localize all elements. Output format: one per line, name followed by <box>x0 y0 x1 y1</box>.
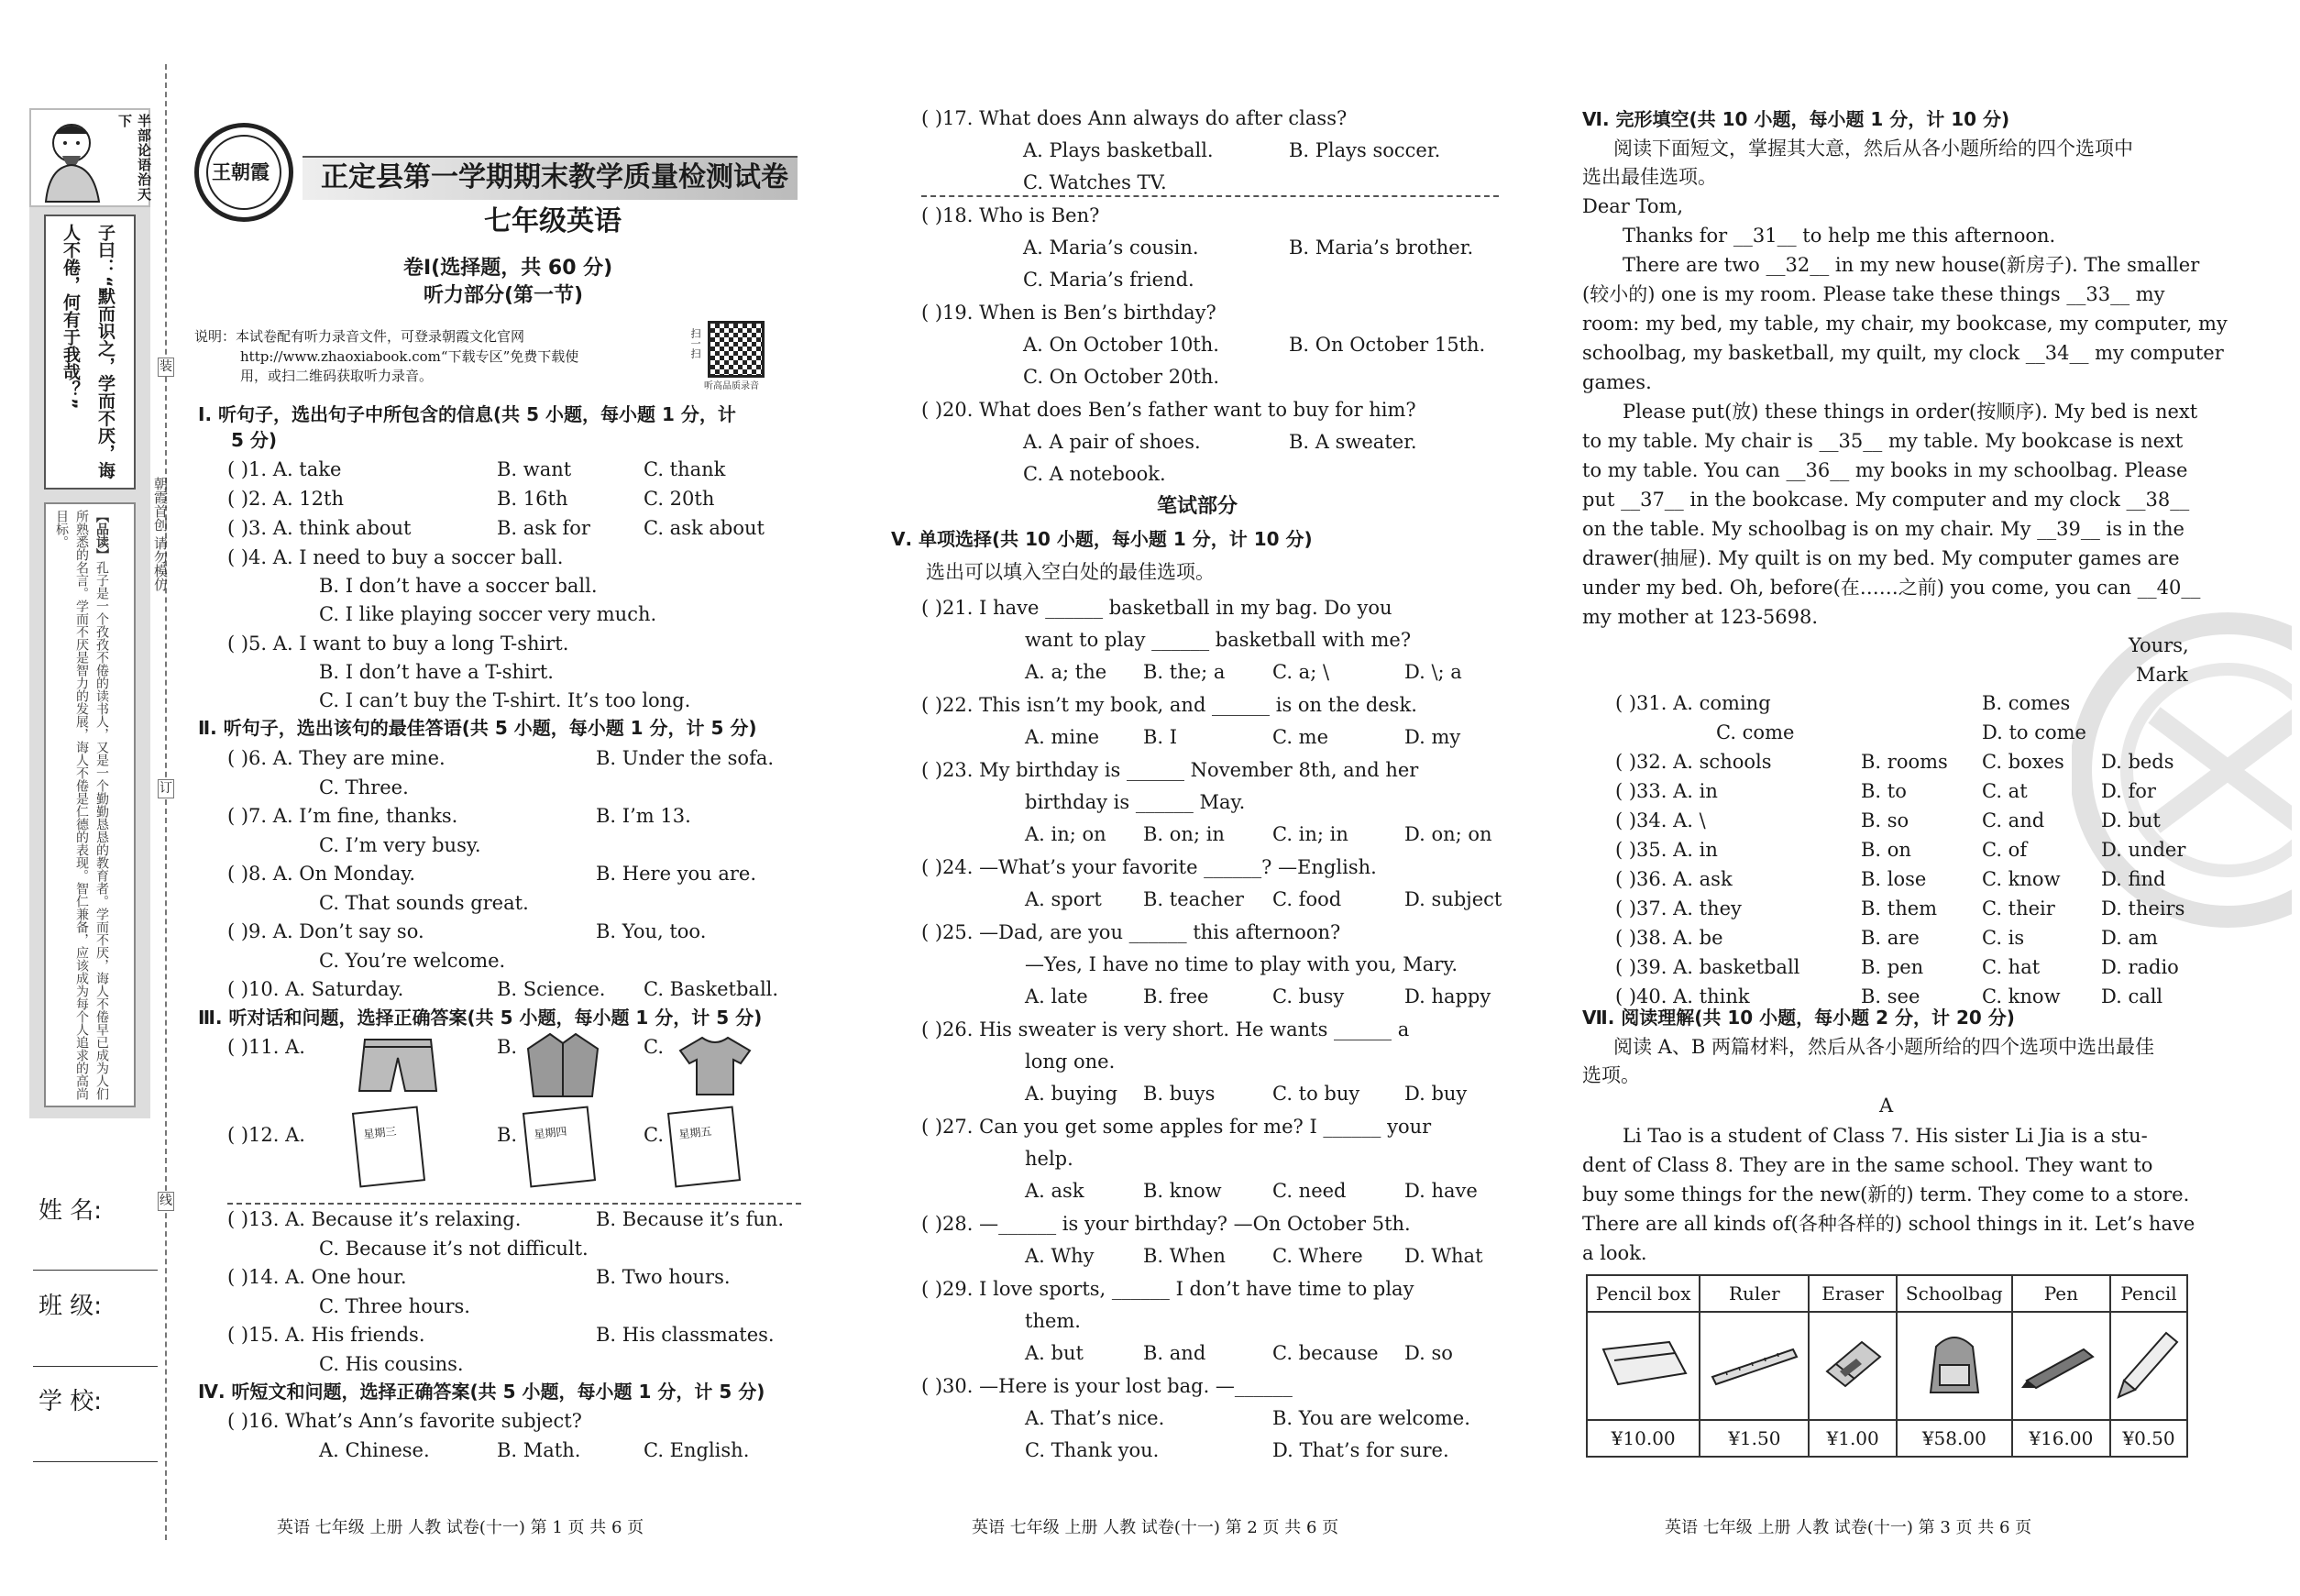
q16-b[interactable]: B. Math. <box>497 1439 581 1461</box>
calendar-c-label: 星期五 <box>677 1125 713 1141</box>
q13-c[interactable]: C. Because it’s not difficult. <box>319 1238 589 1260</box>
q9-b[interactable]: B. You, too. <box>596 920 707 942</box>
q15-a[interactable]: ( )15. A. His friends. <box>227 1324 425 1346</box>
q26-stem-cont: long one. <box>1025 1051 1116 1073</box>
q16-c[interactable]: C. English. <box>644 1439 750 1461</box>
q37-c[interactable]: C. their <box>1982 897 2055 919</box>
q6-c[interactable]: C. Three. <box>319 776 409 798</box>
q37-b[interactable]: B. them <box>1861 897 1938 919</box>
shorts-icon[interactable] <box>358 1034 438 1098</box>
letter-closing: Yours, <box>2129 634 2189 656</box>
calendar-a-label: 星期三 <box>362 1125 398 1141</box>
letter-line: under my bed. Oh, before(在……之前) you come, you can __40__ <box>1582 577 2201 599</box>
q16-stem[interactable]: ( )16. What’s Ann’s favorite subject? <box>227 1410 582 1432</box>
pen-icon <box>2019 1337 2102 1392</box>
table-head-schoolbag: Schoolbag <box>1897 1275 2012 1312</box>
passage-line: There are all kinds of(各种各样的) school things in it. Let’s have <box>1582 1213 2195 1235</box>
q39-a[interactable]: ( )39. A. basketball <box>1615 956 1800 978</box>
q8-b[interactable]: B. Here you are. <box>596 863 757 885</box>
q9-a[interactable]: ( )9. A. Don’t say so. <box>227 920 424 942</box>
q21-d[interactable]: D. \; a <box>1404 661 1462 683</box>
q14-c[interactable]: C. Three hours. <box>319 1295 470 1317</box>
section-7-heading: Ⅶ. 阅读理解(共 10 小题，每小题 2 分，计 20 分) <box>1582 1007 2015 1029</box>
q39-b[interactable]: B. pen <box>1861 956 1924 978</box>
calendar-b-label: 星期四 <box>533 1125 568 1141</box>
section-1-heading-cont: 5 分) <box>231 429 278 451</box>
q32-c[interactable]: C. boxes <box>1982 751 2064 773</box>
listening-title: 听力部分(第一节) <box>424 284 584 307</box>
q25-stem-cont: —Yes, I have no time to play with you, Mary. <box>1025 953 1458 975</box>
q5-a[interactable]: ( )5. A. I want to buy a long T-shirt. <box>227 633 569 655</box>
q25-d[interactable]: D. happy <box>1404 985 1491 1007</box>
q32-a[interactable]: ( )32. A. schools <box>1615 751 1772 773</box>
price-pencil-box: ¥10.00 <box>1587 1420 1700 1457</box>
calendar-a[interactable] <box>352 1106 425 1187</box>
q21-b[interactable]: B. the; a <box>1143 661 1226 683</box>
q4-b[interactable]: B. I don’t have a soccer ball. <box>319 575 598 597</box>
q1-b[interactable]: B. want <box>497 458 572 480</box>
q2-a[interactable]: ( )2. A. 12th <box>227 488 344 510</box>
pencil-box-cell <box>1587 1312 1700 1420</box>
q12-c[interactable]: C. <box>644 1124 664 1146</box>
q29-stem[interactable]: ( )29. I love sports, ______ I don’t have time to play <box>921 1278 1414 1300</box>
school-label: 学 校: <box>39 1388 103 1415</box>
q35-c[interactable]: C. of <box>1982 839 2028 861</box>
pindu-text <box>51 510 112 1104</box>
section-6-instruction: 阅读下面短文，掌握其大意，然后从各小题所给的四个选项中 <box>1613 138 2133 160</box>
q16-a[interactable]: A. Chinese. <box>319 1439 430 1461</box>
footer-page-1: 英语 七年级 上册 人教 试卷(十一) 第 1 页 共 6 页 <box>277 1518 644 1537</box>
q13-a[interactable]: ( )13. A. Because it’s relaxing. <box>227 1208 522 1230</box>
calendar-c[interactable] <box>667 1106 741 1187</box>
logo-text: 王朝霞 <box>212 160 270 183</box>
q3-b[interactable]: B. ask for <box>497 517 590 539</box>
q29-stem-cont: them. <box>1025 1310 1081 1332</box>
sideband-header <box>29 108 150 207</box>
eraser-icon <box>1816 1335 1889 1393</box>
q10-b[interactable]: B. Science. <box>497 978 606 1000</box>
q27-d[interactable]: D. have <box>1404 1180 1478 1202</box>
ruler-cell <box>1700 1312 1809 1420</box>
pencil-icon <box>2117 1329 2181 1399</box>
q8-a[interactable]: ( )8. A. On Monday. <box>227 863 416 885</box>
q40-b[interactable]: B. see <box>1861 985 1920 1007</box>
section-2-heading: Ⅱ. 听句子，选出该句的最佳答语(共 5 小题，每小题 1 分，计 5 分) <box>198 717 757 739</box>
letter-line: There are two __32__ in my new house(新房子). The smaller <box>1623 254 2200 276</box>
pindu-body: 孔子是一个孜孜不倦的读书人，又是一个勤勤恳恳的教育者。学而不厌，诲人不倦早已成为人们所熟悉的名言。学而不厌是智力的发展，诲人不倦是仁德的表现。智仁兼备，应该成为每个人追求的高尚目标。 <box>54 510 109 1100</box>
exam-title: 正定县第一学期期末教学质量检测试卷 <box>321 161 788 193</box>
q17-b[interactable]: B. Plays soccer. <box>1289 139 1441 161</box>
q1-c[interactable]: C. thank <box>644 458 726 480</box>
price-eraser: ¥1.00 <box>1809 1420 1897 1457</box>
q3-a[interactable]: ( )3. A. think about <box>227 517 412 539</box>
q24-c[interactable]: C. food <box>1272 888 1342 910</box>
q28-d[interactable]: D. What <box>1404 1245 1483 1267</box>
q30-c[interactable]: C. Thank you. <box>1025 1439 1160 1461</box>
letter-signature: Mark <box>2136 664 2188 686</box>
q25-a[interactable]: A. late <box>1025 985 1088 1007</box>
letter-line: drawer(抽屉). My quilt is on my bed. My computer games are <box>1582 547 2180 569</box>
q21-stem[interactable]: ( )21. I have ______ basketball in my bag. Do you <box>921 597 1392 619</box>
q11-b[interactable]: B. <box>497 1036 518 1058</box>
q31-c[interactable]: C. come <box>1716 721 1795 743</box>
eraser-cell <box>1809 1312 1897 1420</box>
price-pencil: ¥0.50 <box>2110 1420 2187 1457</box>
passage-a-title: A <box>1879 1095 1894 1117</box>
q17-c[interactable]: C. Watches TV. <box>1023 171 1167 193</box>
q25-c[interactable]: C. busy <box>1272 985 1345 1007</box>
q23-stem-cont: birthday is ______ May. <box>1025 791 1246 813</box>
q34-a[interactable]: ( )34. A. \ <box>1615 809 1706 831</box>
q34-c[interactable]: C. and <box>1982 809 2045 831</box>
q24-b[interactable]: B. teacher <box>1143 888 1244 910</box>
letter-line: on the table. My schoolbag is on my chair. My __39__ is in the <box>1582 518 2184 540</box>
qr-code[interactable] <box>708 321 765 378</box>
qr-caption: 听高品质录音 <box>704 381 759 391</box>
q27-stem[interactable]: ( )27. Can you get some apples for me? I ______ your <box>921 1116 1432 1138</box>
q5-b[interactable]: B. I don’t have a T-shirt. <box>319 661 554 683</box>
q23-d[interactable]: D. on; on <box>1404 823 1492 845</box>
q21-stem-cont: want to play ______ basketball with me? <box>1025 629 1412 651</box>
q38-d[interactable]: D. am <box>2101 927 2158 949</box>
q33-c[interactable]: C. at <box>1982 780 2028 802</box>
section-4-heading: Ⅳ. 听短文和问题，选择正确答案(共 5 小题，每小题 1 分，计 5 分) <box>198 1381 765 1403</box>
q39-c[interactable]: C. hat <box>1982 956 2041 978</box>
passage-line: Li Tao is a student of Class 7. His sister Li Jia is a stu- <box>1623 1125 2148 1147</box>
jacket-icon[interactable] <box>524 1030 601 1100</box>
q36-d[interactable]: D. find <box>2101 868 2166 890</box>
q20-stem[interactable]: ( )20. What does Ben’s father want to buy for him? <box>921 399 1416 421</box>
section-7-instruction: 阅读 A、B 两篇材料，然后从各小题所给的四个选项中选出最佳 <box>1613 1036 2154 1058</box>
cut-mark-2: 订 <box>158 779 174 798</box>
q29-a[interactable]: A. but <box>1025 1342 1084 1364</box>
passage-line: a look. <box>1582 1242 1647 1264</box>
q36-a[interactable]: ( )36. A. ask <box>1615 868 1733 890</box>
price-table <box>1586 1274 2188 1458</box>
q12-b[interactable]: B. <box>497 1124 518 1146</box>
note-line-3: 用，或扫二维码获取听力录音。 <box>240 368 434 384</box>
q7-b[interactable]: B. I’m 13. <box>596 805 691 827</box>
quote-text: 子曰：“默而识之，学而不厌，诲人不倦，何有于我哉？” <box>61 224 116 479</box>
school-field[interactable] <box>33 1461 158 1462</box>
q19-b[interactable]: B. On October 15th. <box>1289 334 1486 356</box>
letter-line: room: my bed, my table, my chair, my bookcase, my computer, my <box>1582 313 2228 335</box>
q24-stem[interactable]: ( )24. —What’s your favorite ______? —English. <box>921 856 1377 878</box>
q40-d[interactable]: D. call <box>2101 985 2163 1007</box>
q17-a[interactable]: A. Plays basketball. <box>1023 139 1214 161</box>
q38-a[interactable]: ( )38. A. be <box>1615 927 1723 949</box>
letter-line: my mother at 123-5698. <box>1582 606 1819 628</box>
q30-b[interactable]: B. You are welcome. <box>1272 1407 1470 1429</box>
q26-d[interactable]: D. buy <box>1404 1083 1468 1105</box>
written-part-title: 笔试部分 <box>1157 495 1238 518</box>
q7-a[interactable]: ( )7. A. I’m fine, thanks. <box>227 805 458 827</box>
q14-a[interactable]: ( )14. A. One hour. <box>227 1266 407 1288</box>
q33-b[interactable]: B. to <box>1861 780 1907 802</box>
passage-line: buy some things for the new(新的) term. They come to a store. <box>1582 1183 2190 1205</box>
q7-c[interactable]: C. I’m very busy. <box>319 834 481 856</box>
q29-d[interactable]: D. so <box>1404 1342 1453 1364</box>
q18-a[interactable]: A. Maria’s cousin. <box>1023 237 1199 259</box>
ruler-icon <box>1709 1337 1800 1392</box>
note-line-1: 说明：本试卷配有听力录音文件，可登录朝霞文化官网 <box>194 328 525 345</box>
class-label: 班 级: <box>39 1293 103 1320</box>
q19-stem[interactable]: ( )19. When is Ben’s birthday? <box>921 302 1216 324</box>
q4-c[interactable]: C. I like playing soccer very much. <box>319 603 657 625</box>
q22-c[interactable]: C. me <box>1272 726 1329 748</box>
cut-line <box>165 64 167 1540</box>
name-label: 姓 名: <box>39 1197 103 1225</box>
calendar-b[interactable] <box>523 1106 596 1187</box>
section-3-heading: Ⅲ. 听对话和问题，选择正确答案(共 5 小题，每小题 1 分，计 5 分) <box>198 1007 763 1029</box>
cut-mark-3: 线 <box>158 1192 174 1211</box>
q36-c[interactable]: C. know <box>1982 868 2061 890</box>
table-head-pen: Pen <box>2012 1275 2110 1312</box>
q15-c[interactable]: C. His cousins. <box>319 1353 464 1375</box>
qr-side-label: 扫一扫 <box>689 328 701 358</box>
section-6-instruction-cont: 选出最佳选项。 <box>1582 166 1717 188</box>
q18-b[interactable]: B. Maria’s brother. <box>1289 237 1474 259</box>
q27-b[interactable]: B. know <box>1143 1180 1222 1202</box>
table-head-eraser: Eraser <box>1809 1275 1897 1312</box>
q35-a[interactable]: ( )35. A. in <box>1615 839 1718 861</box>
schoolbag-cell <box>1897 1312 2012 1420</box>
divider-2 <box>921 195 1499 197</box>
class-field[interactable] <box>33 1366 158 1367</box>
price-schoolbag: ¥58.00 <box>1897 1420 2012 1457</box>
q21-c[interactable]: C. a; \ <box>1272 661 1330 683</box>
q26-stem[interactable]: ( )26. His sweater is very short. He wants ______ a <box>921 1018 1410 1040</box>
q22-a[interactable]: A. mine <box>1025 726 1100 748</box>
q6-b[interactable]: B. Under the sofa. <box>596 747 775 769</box>
q10-c[interactable]: C. Basketball. <box>644 978 779 1000</box>
q9-c[interactable]: C. You’re welcome. <box>319 950 506 972</box>
q37-a[interactable]: ( )37. A. they <box>1615 897 1742 919</box>
q27-a[interactable]: A. ask <box>1025 1180 1084 1202</box>
pindu-title: 【品读】 <box>94 510 109 561</box>
q11-a[interactable]: ( )11. A. <box>227 1036 305 1058</box>
q4-a[interactable]: ( )4. A. I need to buy a soccer ball. <box>227 546 564 568</box>
q37-d[interactable]: D. theirs <box>2101 897 2185 919</box>
logo-badge <box>194 123 293 222</box>
footer-page-2: 英语 七年级 上册 人教 试卷(十一) 第 2 页 共 6 页 <box>972 1518 1339 1537</box>
q23-c[interactable]: C. in; in <box>1272 823 1348 845</box>
q40-a[interactable]: ( )40. A. think <box>1615 985 1750 1007</box>
q8-c[interactable]: C. That sounds great. <box>319 892 529 914</box>
section-5-heading: Ⅴ. 单项选择(共 10 小题，每小题 1 分，计 10 分) <box>891 528 1313 550</box>
fold-text: 朝霞首创 请勿模仿 <box>152 477 169 591</box>
letter-line: put __37__ in the bookcase. My computer and my clock __38__ <box>1582 489 2190 511</box>
q33-d[interactable]: D. for <box>2101 780 2156 802</box>
q5-c[interactable]: C. I can’t buy the T-shirt. It’s too long. <box>319 689 691 711</box>
passage-line: dent of Class 8. They are in the same school. They want to <box>1582 1154 2153 1176</box>
table-head-pencil: Pencil <box>2110 1275 2187 1312</box>
footer-page-3: 英语 七年级 上册 人教 试卷(十一) 第 3 页 共 6 页 <box>1665 1518 2032 1537</box>
q34-d[interactable]: D. but <box>2101 809 2161 831</box>
q19-c[interactable]: C. On October 20th. <box>1023 366 1220 388</box>
q30-a[interactable]: A. That’s nice. <box>1025 1407 1165 1429</box>
q28-stem[interactable]: ( )28. —______ is your birthday? —On October 5th. <box>921 1213 1411 1235</box>
q39-d[interactable]: D. radio <box>2101 956 2179 978</box>
section-1-heading: Ⅰ. 听句子，选出句子中所包含的信息(共 5 小题，每小题 1 分，计 <box>198 403 736 425</box>
q18-stem[interactable]: ( )18. Who is Ben? <box>921 204 1100 226</box>
q35-d[interactable]: D. under <box>2101 839 2186 861</box>
q14-b[interactable]: B. Two hours. <box>596 1266 731 1288</box>
q24-d[interactable]: D. subject <box>1404 888 1502 910</box>
letter-line: Thanks for __31__ to help me this afternoon. <box>1623 225 2056 247</box>
pen-cell <box>2012 1312 2110 1420</box>
section-6-heading: Ⅵ. 完形填空(共 10 小题，每小题 1 分，计 10 分) <box>1582 108 2010 130</box>
q15-b[interactable]: B. His classmates. <box>596 1324 775 1346</box>
q28-a[interactable]: A. Why <box>1025 1245 1095 1267</box>
q26-b[interactable]: B. buys <box>1143 1083 1216 1105</box>
letter-line: games. <box>1582 371 1652 393</box>
q23-b[interactable]: B. on; in <box>1143 823 1225 845</box>
q3-c[interactable]: C. ask about <box>644 517 765 539</box>
cut-mark-1: 装 <box>158 358 174 377</box>
q26-a[interactable]: A. buying <box>1025 1083 1118 1105</box>
q28-c[interactable]: C. Where <box>1272 1245 1363 1267</box>
divider-1 <box>227 1203 801 1205</box>
q34-b[interactable]: B. so <box>1861 809 1909 831</box>
q23-a[interactable]: A. in; on <box>1025 823 1106 845</box>
q10-a[interactable]: ( )10. A. Saturday. <box>227 978 404 1000</box>
q1-a[interactable]: ( )1. A. take <box>227 458 342 480</box>
q19-a[interactable]: A. On October 10th. <box>1023 334 1219 356</box>
q38-b[interactable]: B. are <box>1861 927 1920 949</box>
q29-b[interactable]: B. and <box>1143 1342 1206 1364</box>
name-field[interactable] <box>33 1270 158 1271</box>
letter-line: schoolbag, my basketball, my quilt, my clock __34__ my computer <box>1582 342 2224 364</box>
q26-c[interactable]: C. to buy <box>1272 1083 1360 1105</box>
table-head-pencil-box: Pencil box <box>1587 1275 1700 1312</box>
letter-line: Please put(放) these things in order(按顺序). My bed is next <box>1623 401 2198 423</box>
q22-stem[interactable]: ( )22. This isn’t my book, and ______ is on the desk. <box>921 694 1417 716</box>
q40-c[interactable]: C. know <box>1982 985 2061 1007</box>
tshirt-icon[interactable] <box>677 1034 754 1098</box>
q35-b[interactable]: B. on <box>1861 839 1911 861</box>
q31-d[interactable]: D. to come <box>1982 721 2086 743</box>
letter-greeting: Dear Tom, <box>1582 195 1684 217</box>
confucius-icon <box>35 116 114 204</box>
q6-a[interactable]: ( )6. A. They are mine. <box>227 747 446 769</box>
pencil-box-icon <box>1598 1337 1689 1392</box>
q23-stem[interactable]: ( )23. My birthday is ______ November 8th, and her <box>921 759 1419 781</box>
q20-a[interactable]: A. A pair of shoes. <box>1023 431 1201 453</box>
q22-b[interactable]: B. I <box>1143 726 1178 748</box>
note-line-2: http://www.zhaoxiabook.com“下载专区”免费下载使 <box>240 348 579 365</box>
section-7-instruction-cont: 选项。 <box>1582 1064 1640 1086</box>
q17-stem[interactable]: ( )17. What does Ann always do after class? <box>921 107 1348 129</box>
q29-c[interactable]: C. because <box>1272 1342 1379 1364</box>
q30-d[interactable]: D. That’s for sure. <box>1272 1439 1449 1461</box>
q13-b[interactable]: B. Because it’s fun. <box>596 1208 785 1230</box>
q31-a[interactable]: ( )31. A. coming <box>1615 692 1771 714</box>
q31-b[interactable]: B. comes <box>1982 692 2071 714</box>
q27-c[interactable]: C. need <box>1272 1180 1347 1202</box>
price-ruler: ¥1.50 <box>1700 1420 1809 1457</box>
q36-b[interactable]: B. lose <box>1861 868 1927 890</box>
q25-stem[interactable]: ( )25. —Dad, are you ______ this afternoon? <box>921 921 1341 943</box>
exam-subtitle: 七年级英语 <box>484 205 622 237</box>
q33-a[interactable]: ( )33. A. in <box>1615 780 1718 802</box>
price-pen: ¥16.00 <box>2012 1420 2110 1457</box>
letter-line: (较小的) one is my room. Please take these things __33__ my <box>1582 283 2165 305</box>
q38-c[interactable]: C. is <box>1982 927 2025 949</box>
q11-c[interactable]: C. <box>644 1036 664 1058</box>
q2-c[interactable]: C. 20th <box>644 488 715 510</box>
q12-a[interactable]: ( )12. A. <box>227 1124 305 1146</box>
pencil-cell <box>2110 1312 2187 1420</box>
q22-d[interactable]: D. my <box>1404 726 1461 748</box>
q28-b[interactable]: B. When <box>1143 1245 1226 1267</box>
q2-b[interactable]: B. 16th <box>497 488 568 510</box>
q30-stem[interactable]: ( )30. —Here is your lost bag. —______ <box>921 1375 1293 1397</box>
volume-title: 卷Ⅰ(选择题，共 60 分) <box>403 257 613 280</box>
q21-a[interactable]: A. a; the <box>1025 661 1107 683</box>
q24-a[interactable]: A. sport <box>1025 888 1102 910</box>
letter-line: to my table. My chair is __35__ my table. My bookcase is next <box>1582 430 2184 452</box>
q27-stem-cont: help. <box>1025 1148 1073 1170</box>
q32-d[interactable]: D. beds <box>2101 751 2174 773</box>
q20-c[interactable]: C. A notebook. <box>1023 463 1166 485</box>
q18-c[interactable]: C. Maria’s friend. <box>1023 269 1194 291</box>
q25-b[interactable]: B. free <box>1143 985 1209 1007</box>
section-5-instruction: 选出可以填入空白处的最佳选项。 <box>926 561 1215 583</box>
q32-b[interactable]: B. rooms <box>1861 751 1948 773</box>
schoolbag-icon <box>1918 1328 1991 1400</box>
q20-b[interactable]: B. A sweater. <box>1289 431 1417 453</box>
table-head-ruler: Ruler <box>1700 1275 1809 1312</box>
letter-line: to my table. You can __36__ my books in my schoolbag. Please <box>1582 459 2188 481</box>
sideband-top-label: 半部论语治天下 <box>116 114 152 202</box>
